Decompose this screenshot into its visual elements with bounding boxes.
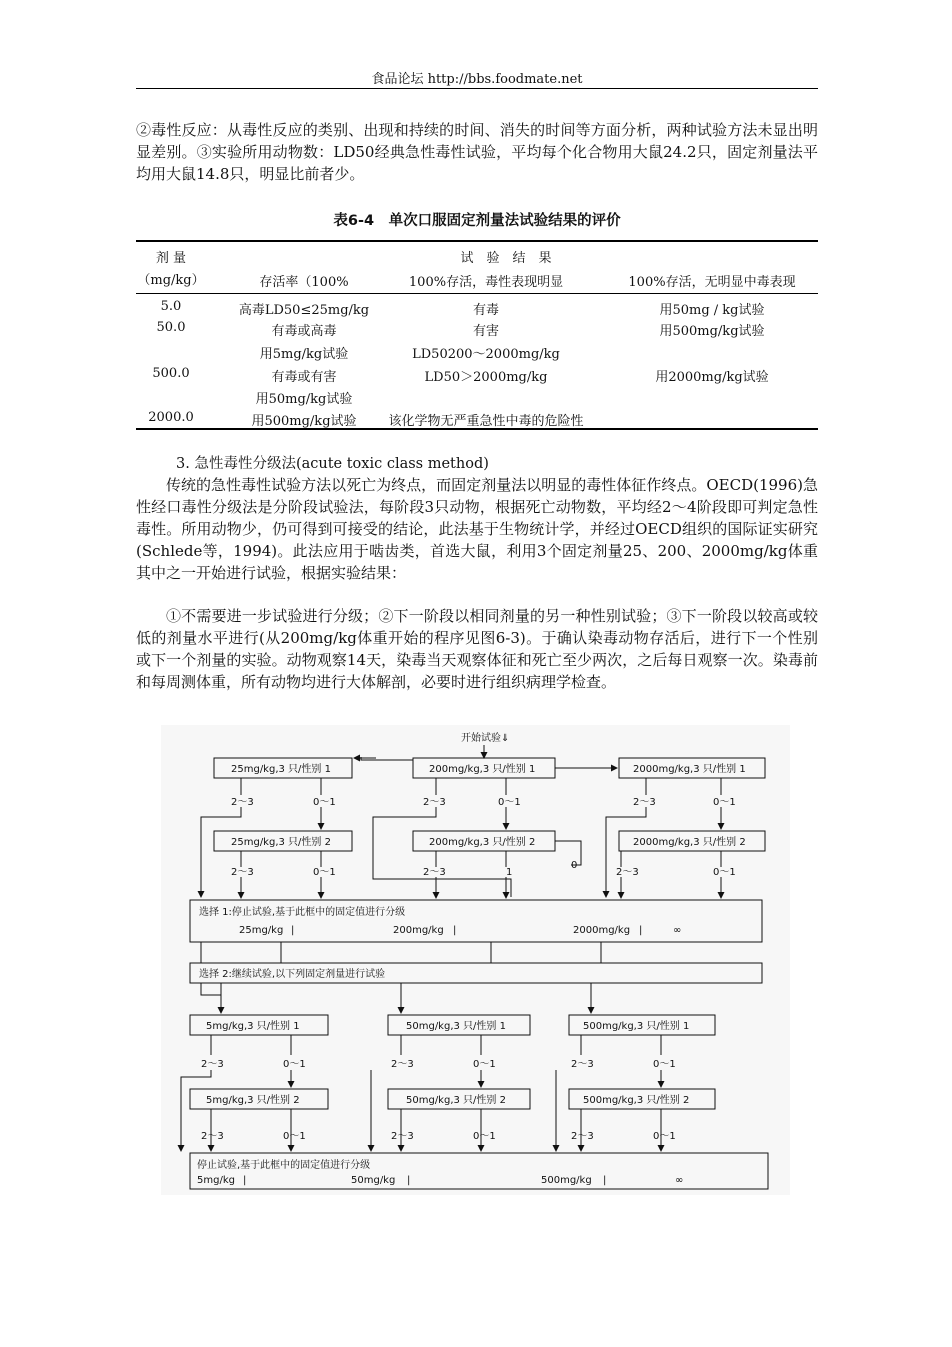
head-dose-unit: （mg/kg） [137,273,205,288]
lbl-01-k: 0～1 [473,1131,496,1142]
lbl-01-f: 0～1 [713,867,736,878]
row4-col2: 该化学物无严重急性中毒的危险性 [388,414,584,429]
table-bottom-rule [136,428,818,430]
stop-50: 50mg/kg [351,1175,396,1186]
lbl-01-d: 0～1 [313,867,336,878]
stop-label: 停止试验,基于此框中的固定值进行分级 [197,1160,371,1171]
lbl-23-f: 2～3 [616,867,639,878]
row1-dose: 5.0 [160,299,182,314]
head-col2: 100%存活，毒性表现明显 [408,275,564,290]
lbl-01-g: 0～1 [283,1059,306,1070]
row2-dose: 50.0 [156,320,186,335]
select-1-25: 25mg/kg [239,925,284,936]
row3-col1b: 用50mg/kg试验 [255,392,353,407]
lbl-01-c: 0～1 [713,797,736,808]
box-25-1-label: 25mg/kg,3 只/性别 1 [231,764,331,775]
paragraph-3: ①不需要进一步试验进行分级；②下一阶段以相同剂量的另一种性别试验；③下一阶段以较高或较低的剂量水平进行(从200mg/kg体重开始的程序见图6-3)。于确认染毒动物存活后，进行下一个性别或下一个剂量的实验。动物观察14天，染毒当天观察体征和死亡至少两次，之后每日观察一次。染毒前和每周测体重，所有动物均进行大体解剖，必要时进行组织病理学检查。 [136,607,818,691]
box-5-1-label: 5mg/kg,3 只/性别 1 [206,1021,300,1032]
stop-500: 500mg/kg [541,1175,592,1186]
row1-col3: 用50mg / kg试验 [659,303,765,318]
section-title: 3. 急性毒性分级法(acute toxic class method) [176,456,489,472]
row3-dose: 500.0 [152,366,190,381]
select-1-bar-a: | [291,925,295,936]
lbl-01-i: 0～1 [653,1059,676,1070]
row2-col1b: 用5mg/kg试验 [259,347,349,362]
box-2000-2-label: 2000mg/kg,3 只/性别 2 [633,837,746,848]
flowchart-figure [161,725,790,1195]
lbl-23-j: 2～3 [201,1131,224,1142]
lbl-23-g: 2～3 [201,1059,224,1070]
select-1-infinity: ∞ [673,925,682,936]
select-1-2000: 2000mg/kg [573,925,631,936]
box-200-1-label: 200mg/kg,3 只/性别 1 [429,764,536,775]
select-1-bar-b: | [453,925,457,936]
box-500-2-label: 500mg/kg,3 只/性别 2 [583,1095,690,1106]
row4-dose: 2000.0 [148,410,194,425]
table-caption: 表6-4 单次口服固定剂量法试验结果的评价 [333,213,621,229]
lbl-01-a: 0～1 [313,797,336,808]
lbl-23-k: 2～3 [391,1131,414,1142]
box-50-1-label: 50mg/kg,3 只/性别 1 [406,1021,506,1032]
head-col1: 存活率（100% [259,275,349,290]
lbl-01-h: 0～1 [473,1059,496,1070]
lbl-01-j: 0～1 [283,1131,306,1142]
select-2-label: 选择 2:继续试验,以下列固定剂量进行试验 [199,969,386,980]
paragraph-2: 传统的急性毒性试验方法以死亡为终点，而固定剂量法以明显的毒性体征作终点。OECD(1996)急性经口毒性分级法是分阶段试验法，每阶段3只动物，根据死亡动物数，平均经2～4阶段即可判定急性毒性。所用动物少，仍可得到可接受的结论，此法基于生物统计学，并经过OECD组织的国际证实研究(Schlede等，1994)。此法应用于啮齿类，首选大鼠，利用3个固定剂量25、200、2000mg/kg体重其中之一开始进行试验，根据实验结果： [136,476,818,582]
start-label: 开始试验⇓ [461,733,510,744]
header-rule [136,88,818,89]
head-results: 试 验 结 果 [460,251,552,266]
row2-col2b: LD50200～2000mg/kg [412,347,560,362]
lbl-23-i: 2～3 [571,1059,594,1070]
intro-paragraph: ②毒性反应：从毒性反应的类别、出现和持续的时间、消失的时间等方面分析，两种试验方法未显出明显差别。③实验所用动物数：LD50经典急性毒性试验，平均每个化合物用大鼠24.2只，固定剂量法平均用大鼠14.8只，明显比前者少。 [136,121,818,183]
row1-col1: 高毒LD50≤25mg/kg [238,303,370,318]
table-top-rule [136,240,818,242]
flowchart-svg [161,725,790,1195]
row4-col1: 用500mg/kg试验 [251,414,357,429]
head-col3: 100%存活，无明显中毒表现 [628,275,796,290]
box-200-2-label: 200mg/kg,3 只/性别 2 [429,837,536,848]
figure-background [161,725,790,1195]
box-5-2-label: 5mg/kg,3 只/性别 2 [206,1095,300,1106]
box-25-2-label: 25mg/kg,3 只/性别 2 [231,837,331,848]
row2-col1a: 有毒或高毒 [271,324,337,339]
box-2000-1-label: 2000mg/kg,3 只/性别 1 [633,764,746,775]
lbl-23-b: 2～3 [423,797,446,808]
head-dose: 剂 量 [155,251,187,266]
lbl-0: 0 [571,860,578,871]
row2-col3: 用500mg/kg试验 [659,324,765,339]
page-header: 食品论坛 http://bbs.foodmate.net [371,72,583,87]
box-50-2-label: 50mg/kg,3 只/性别 2 [406,1095,506,1106]
table-head-rule [136,293,818,294]
select-1-label: 选择 1:停止试验,基于此框中的固定值进行分级 [199,907,406,918]
select-1-bar-c: | [639,925,643,936]
stop-bar-a: | [243,1175,247,1186]
results-table [136,240,818,430]
stop-infinity: ∞ [675,1175,684,1186]
select-1-200: 200mg/kg [393,925,444,936]
lbl-23-a: 2～3 [231,797,254,808]
lbl-23-e: 2～3 [423,867,446,878]
lbl-23-c: 2～3 [633,797,656,808]
row2-col2a: 有害 [472,324,499,339]
lbl-01-b: 0～1 [498,797,521,808]
lbl-23-l: 2～3 [571,1131,594,1142]
stop-5: 5mg/kg [197,1175,235,1186]
stop-bar-c: | [603,1175,607,1186]
lbl-1: 1 [506,867,513,878]
stop-bar-b: | [407,1175,411,1186]
row3-col3: 用2000mg/kg试验 [655,370,769,385]
row3-col1a: 有毒或有害 [271,370,337,385]
lbl-01-l: 0～1 [653,1131,676,1142]
row1-col2: 有毒 [472,303,499,318]
row3-col2: LD50＞2000mg/kg [424,370,548,385]
lbl-23-d: 2～3 [231,867,254,878]
lbl-23-h: 2～3 [391,1059,414,1070]
box-500-1-label: 500mg/kg,3 只/性别 1 [583,1021,690,1032]
